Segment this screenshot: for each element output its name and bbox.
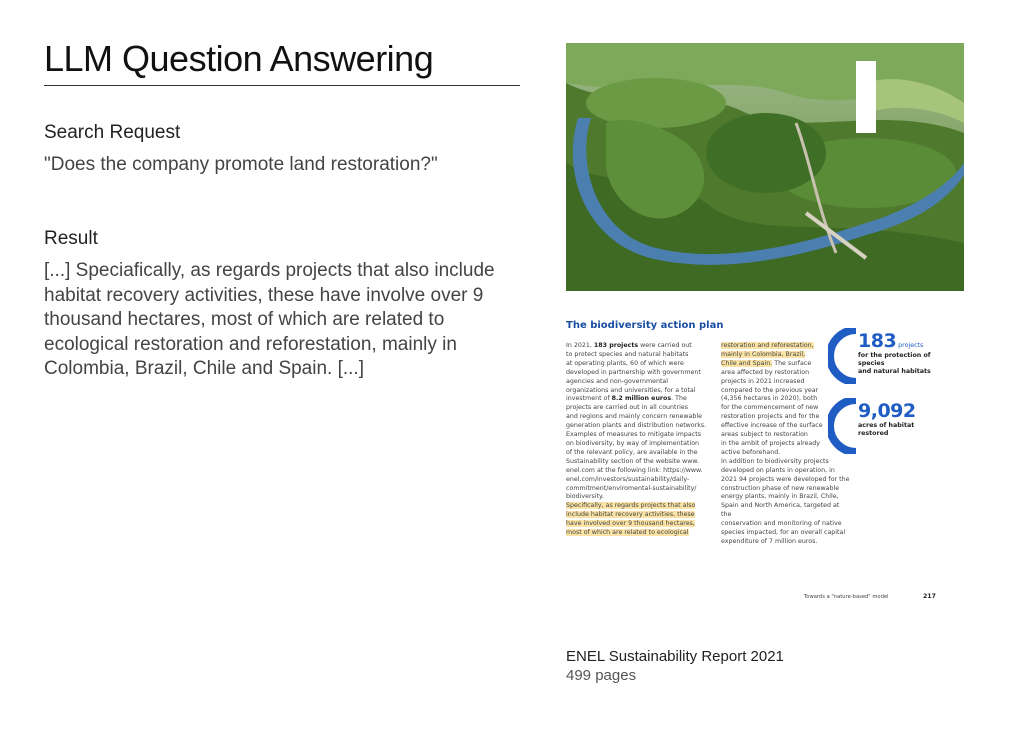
col1-paragraph-b: . The projects are carried out in all countries and regions and mainly concern renewable generation plants and distribution networks. Examples of measures to mitigate impacts on biodiversity, by way of implementation of the relevant policy, are available in the Sustainability section of the website www. enel.com at the following link: https://www. enel.com/investors/sustainability/daily- commitment/enviromental-sustainability/ biodiversity. xyxy=(566,395,707,501)
search-query-text: "Does the company promote land restoration?" xyxy=(44,154,438,175)
col2-paragraph: The surface area affected by restoration projects in 2021 increased compared to the previous year (4,356 hectares in 2020), both for the commencement of new restoration projects and for the effective increase of the surface areas subject to restoration in the ambit of projects already active beforehand. In addition to biodiversity projects developed on plants in operation, in 2021 94 projects were developed for the construction phase of new renewable energy plants, mainly in Brazil, Chile, Spain and North America, targeted at the conservation and monitoring of native species impacted, for an overall capital expenditure of 7 million euros. xyxy=(721,359,850,545)
donut-arc-icon xyxy=(828,328,858,384)
page-section-heading: The biodiversity action plan xyxy=(566,320,724,331)
page-number: 217 xyxy=(923,593,936,600)
col1-highlighted-passage: Specifically, as regards projects that also include habitat recovery activities, these have involved over 9 thousand hectares, most of which are related to ecological xyxy=(566,502,696,537)
stat-projects xyxy=(828,328,964,384)
col1-intro: In 2021, xyxy=(566,342,594,349)
col1-bold-investment: 8.2 million euros xyxy=(611,395,672,403)
donut-arc-icon xyxy=(828,398,858,454)
document-name: ENEL Sustainability Report 2021 xyxy=(566,648,784,665)
stat-acres-value xyxy=(858,400,916,422)
stat-projects-unit: projects xyxy=(898,342,924,349)
document-photo xyxy=(566,43,964,291)
river-landscape-image xyxy=(566,43,964,291)
col2-highlighted-passage: restoration and reforestation, mainly in Colombia, Brazil, Chile and Spain. xyxy=(721,342,814,367)
stat-acres xyxy=(828,398,964,454)
stat-acres-number: 9,092 xyxy=(858,400,916,422)
title-divider xyxy=(44,85,520,86)
result-label: Result xyxy=(44,228,98,249)
text-column-1 xyxy=(566,342,716,538)
col1-paragraph-a: were carried out to protect species and natural habitats at operating plants, 60 of which were developed in partnership with government agencies and non-governmental organizations and universities, for a total investment of xyxy=(566,342,701,403)
page-footer-text: Towards a "nature-based" model xyxy=(804,594,889,600)
search-request-label: Search Request xyxy=(44,122,181,143)
col1-bold-projects: 183 projects xyxy=(593,342,639,349)
stat-acres-description: acres of habitat restored xyxy=(858,422,915,437)
stat-projects-description: for the protection of species and natural habitats xyxy=(858,352,931,375)
stat-projects-value xyxy=(858,330,923,352)
document-page-preview xyxy=(566,300,964,610)
document-page-count: 499 pages xyxy=(566,667,637,684)
result-text: [...] Speciafically, as regards projects that also include habitat recovery activities, these have involve over 9 thousand hectares, most of which are related to ecological restoration and reforestation, mainly in Colombia, Brazil, Chile and Spain. [...] xyxy=(44,260,495,379)
page-title: LLM Question Answering xyxy=(44,38,434,79)
stat-projects-number: 183 xyxy=(858,330,897,352)
